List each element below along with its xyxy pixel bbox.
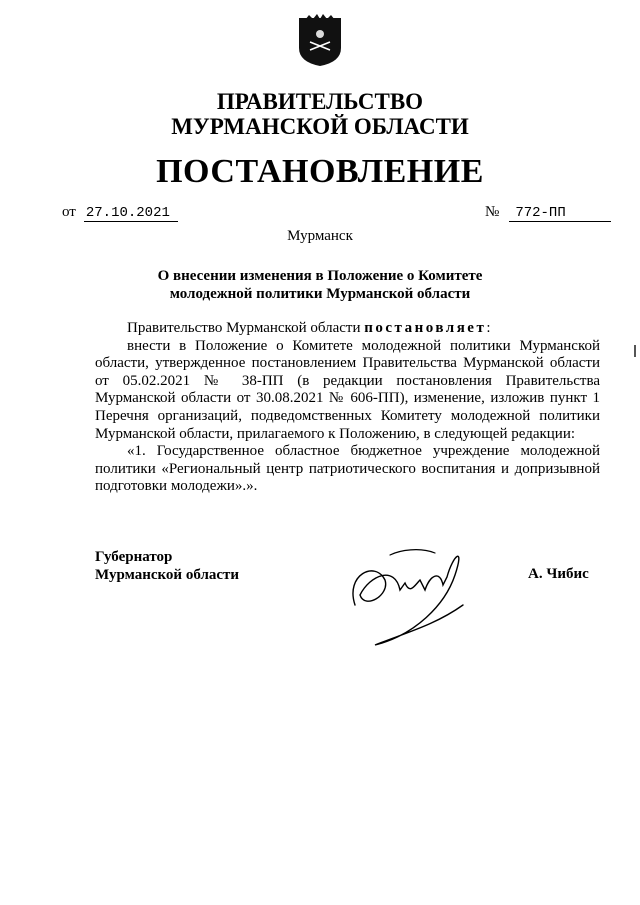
date-prefix: от — [62, 204, 76, 220]
signatory-title-line2: Мурманской области — [95, 567, 240, 583]
paragraph-1: внести в Положение о Комитете молодежной политики Мурманской области, утвержденное постановлением Правительства Мурманской области от 05.02.2021 № 38-ПП (в редакции постановления Правительства Мурманской области от 30.08.2021 № 606-ПП), изменение, изложив пункт 1 Перечня организаций, подведомственных Комитету молодежной политики Мурманской области, прилагаемого к Положению, в следующей редакции: — [95, 337, 600, 442]
number-value: 772-ПП — [509, 205, 611, 222]
handwritten-signature — [335, 535, 485, 655]
org-name-line1: ПРАВИТЕЛЬСТВО — [216, 89, 424, 114]
subject-line2: молодежной политики Мурманской области — [169, 286, 471, 302]
date-value: 27.10.2021 — [84, 205, 178, 222]
coat-of-arms-emblem — [295, 12, 345, 68]
subject-line1: О внесении изменения в Положение о Комитете — [157, 268, 483, 284]
signatory-name: А. Чибис — [528, 566, 589, 582]
org-name-line2: МУРМАНСКОЙ ОБЛАСТИ — [171, 114, 469, 139]
paragraph-2: «1. Государственное областное бюджетное учреждение молодежной политики «Региональный центр патриотического воспитания и допризывной подготовки молодежи».». — [95, 443, 600, 495]
signatory-title — [95, 548, 239, 584]
signatory-title-line1: Губернатор — [95, 549, 173, 565]
margin-mark — [634, 345, 636, 357]
intro-colon: : — [486, 320, 491, 336]
number-prefix: № — [485, 204, 500, 220]
city-name: Мурманск — [287, 228, 353, 244]
date-field — [62, 204, 178, 222]
intro-text: Правительство Мурманской области — [127, 320, 365, 336]
document-body — [95, 320, 600, 496]
intro-paragraph — [95, 320, 600, 338]
intro-decree-word: постановляет — [364, 320, 487, 336]
document-type-title: ПОСТАНОВЛЕНИЕ — [156, 153, 484, 190]
number-field — [485, 204, 611, 222]
